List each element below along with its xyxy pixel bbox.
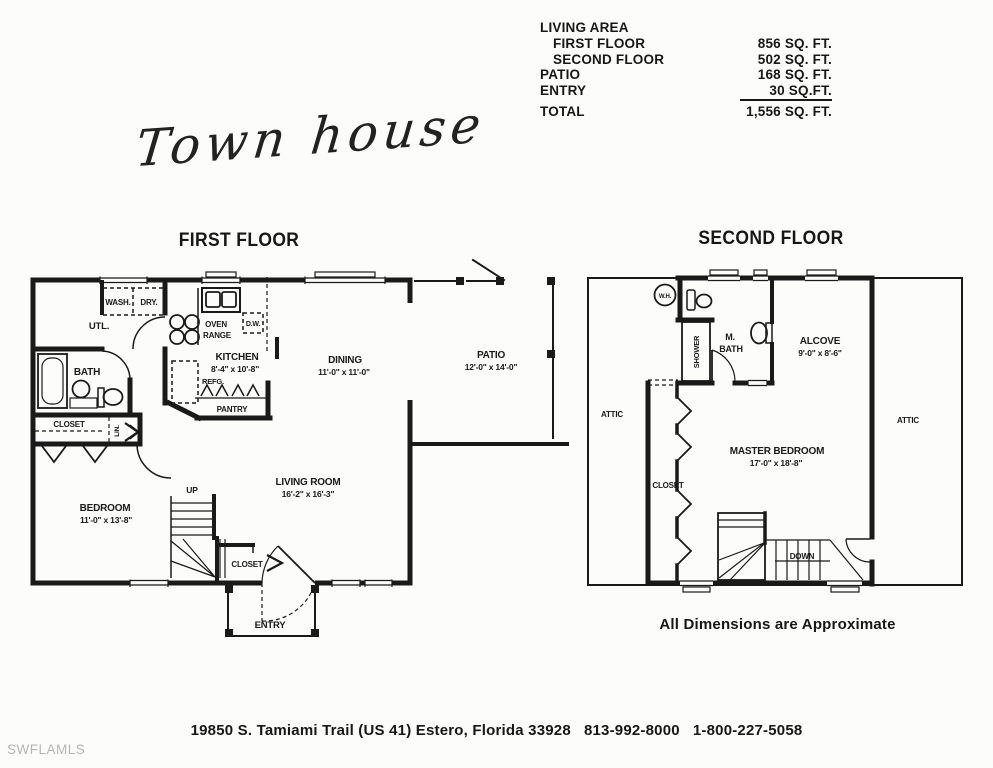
table-row-patio [540,67,832,83]
watermark: SWFLAMLS [7,742,86,757]
patio-gate-line [473,260,504,280]
label-patio-dims: 12'-0" x 14'-0" [464,362,518,372]
label-up: UP [186,485,198,495]
label-shower: SHOWER [692,335,701,369]
sink-icon [73,381,90,398]
table-row-total [540,104,832,120]
door-arc [133,317,165,349]
label-pantry: PANTRY [216,405,248,414]
row-value: 30 SQ.FT. [740,83,832,102]
windows [100,272,392,587]
window-icon [827,580,862,593]
label-patio: PATIO [476,350,506,361]
row-value: 502 SQ. FT. [757,51,832,67]
stairs-up [171,485,225,580]
label-bath: BATH [73,367,101,378]
label-master-dims: 17'-0" x 18'-8" [749,458,803,468]
label-alcove-dims: 9'-0" x 8'-6" [798,348,842,358]
label-living: LIVING ROOM [275,477,341,488]
entry-closet [220,545,282,571]
patio-post [547,277,555,285]
label-wh: W.H. [658,294,672,300]
first-floor-plan [25,255,570,650]
door-arc [712,350,735,381]
label-closet: CLOSET [652,481,684,490]
label-refg: REFG. [202,377,224,386]
threshold [748,379,767,387]
screen-door-arc [262,583,315,621]
handwritten-townhouse-note: Town house [132,95,489,179]
row-value: 856 SQ. FT. [757,36,832,51]
sink-icon [697,295,712,308]
water-heater-icon [655,285,676,306]
kitchen [170,277,277,403]
pantry [169,383,270,418]
label-dining-dims: 11'-0" x 11'-0" [318,367,370,377]
label-dw: D.W. [245,321,261,328]
master-closet [652,383,691,583]
label-alcove: ALCOVE [799,336,841,347]
second-floor-title: SECOND FLOOR [698,228,844,249]
window-icon [202,272,240,284]
closet-door-icon [83,446,107,462]
closet-door-icon [42,446,66,462]
stairs-down [718,513,863,580]
label-wash: WASH. [105,298,131,307]
label-lin: LIN. [114,425,121,437]
utility-room [89,282,165,332]
window-icon [708,270,740,282]
window-icon [805,270,838,282]
sink-cabinet-icon [687,290,695,310]
dimensions-note: All Dimensions are Approximate [659,616,896,633]
door-arc [102,351,130,380]
patio-post [456,277,464,285]
sliding-door [402,303,415,400]
bedroom-closet [33,415,140,462]
door-arc [137,444,171,478]
label-attic-left: ATTIC [601,410,623,419]
bathroom [33,349,140,415]
label-attic-right: ATTIC [897,416,919,425]
label-kitchen-dims: 8'-4" x 10'-8" [210,364,260,374]
row-label: PATIO [540,67,581,82]
label-bedroom-dims: 11'-0" x 13'-8" [79,515,133,525]
row-label: ENTRY [540,82,587,98]
label-entry: ENTRY [254,620,286,631]
window-icon [305,272,385,284]
label-mbath-2: BATH [719,344,743,354]
window-icon [680,580,713,593]
label-mbath-1: M. [725,332,735,342]
label-down: DOWN [789,552,815,561]
master-bath [678,278,772,387]
range-burners-icon [170,315,199,344]
label-dry: DRY. [140,298,158,307]
label-dining: DINING [328,355,362,366]
window-icon [100,276,147,284]
window-icon [753,270,768,282]
entry-stoop [225,585,319,637]
second-floor-plan [580,262,975,600]
row-label: SECOND FLOOR [553,51,665,67]
label-master: MASTER BEDROOM [729,446,825,457]
toilet-icon [98,388,123,407]
attic-door [846,539,870,562]
window-icon [130,579,168,587]
label-entry-closet: CLOSET [231,560,263,569]
row-value: 168 SQ. FT. [757,67,832,82]
address-line: 19850 S. Tamiami Trail (US 41) Estero, Florida 33928 813-992-8000 1-800-227-5058 [190,722,803,739]
door-leaf [278,546,315,583]
table-row-entry [540,83,832,102]
row-label: FIRST FLOOR [553,36,646,51]
table-row-first-floor [540,36,832,52]
window-icon [365,579,392,587]
label-kitchen: KITCHEN [215,352,259,363]
label-utl: UTL. [88,321,110,332]
patio-post [547,350,555,358]
refrigerator-icon [172,361,198,403]
living-area-title: LIVING AREA [540,20,629,35]
first-floor-title: FIRST FLOOR [178,230,300,251]
label-range: RANGE [203,331,231,340]
label-living-dims: 16'-2" x 16'-3" [281,489,335,499]
toilet-icon [751,323,772,344]
label-closet: CLOSET [53,420,85,429]
table-row-second-floor [540,52,832,68]
row-label: TOTAL [540,104,585,119]
door-arc [846,539,870,562]
attic-outline [588,278,962,585]
door-arc [262,546,278,583]
living-area-table [540,20,832,120]
window-icon [332,579,360,587]
pantry-shelf-icons [201,385,259,396]
label-oven: OVEN [205,320,227,329]
label-bedroom: BEDROOM [79,503,131,514]
row-value: 1,556 SQ. FT. [746,104,832,119]
